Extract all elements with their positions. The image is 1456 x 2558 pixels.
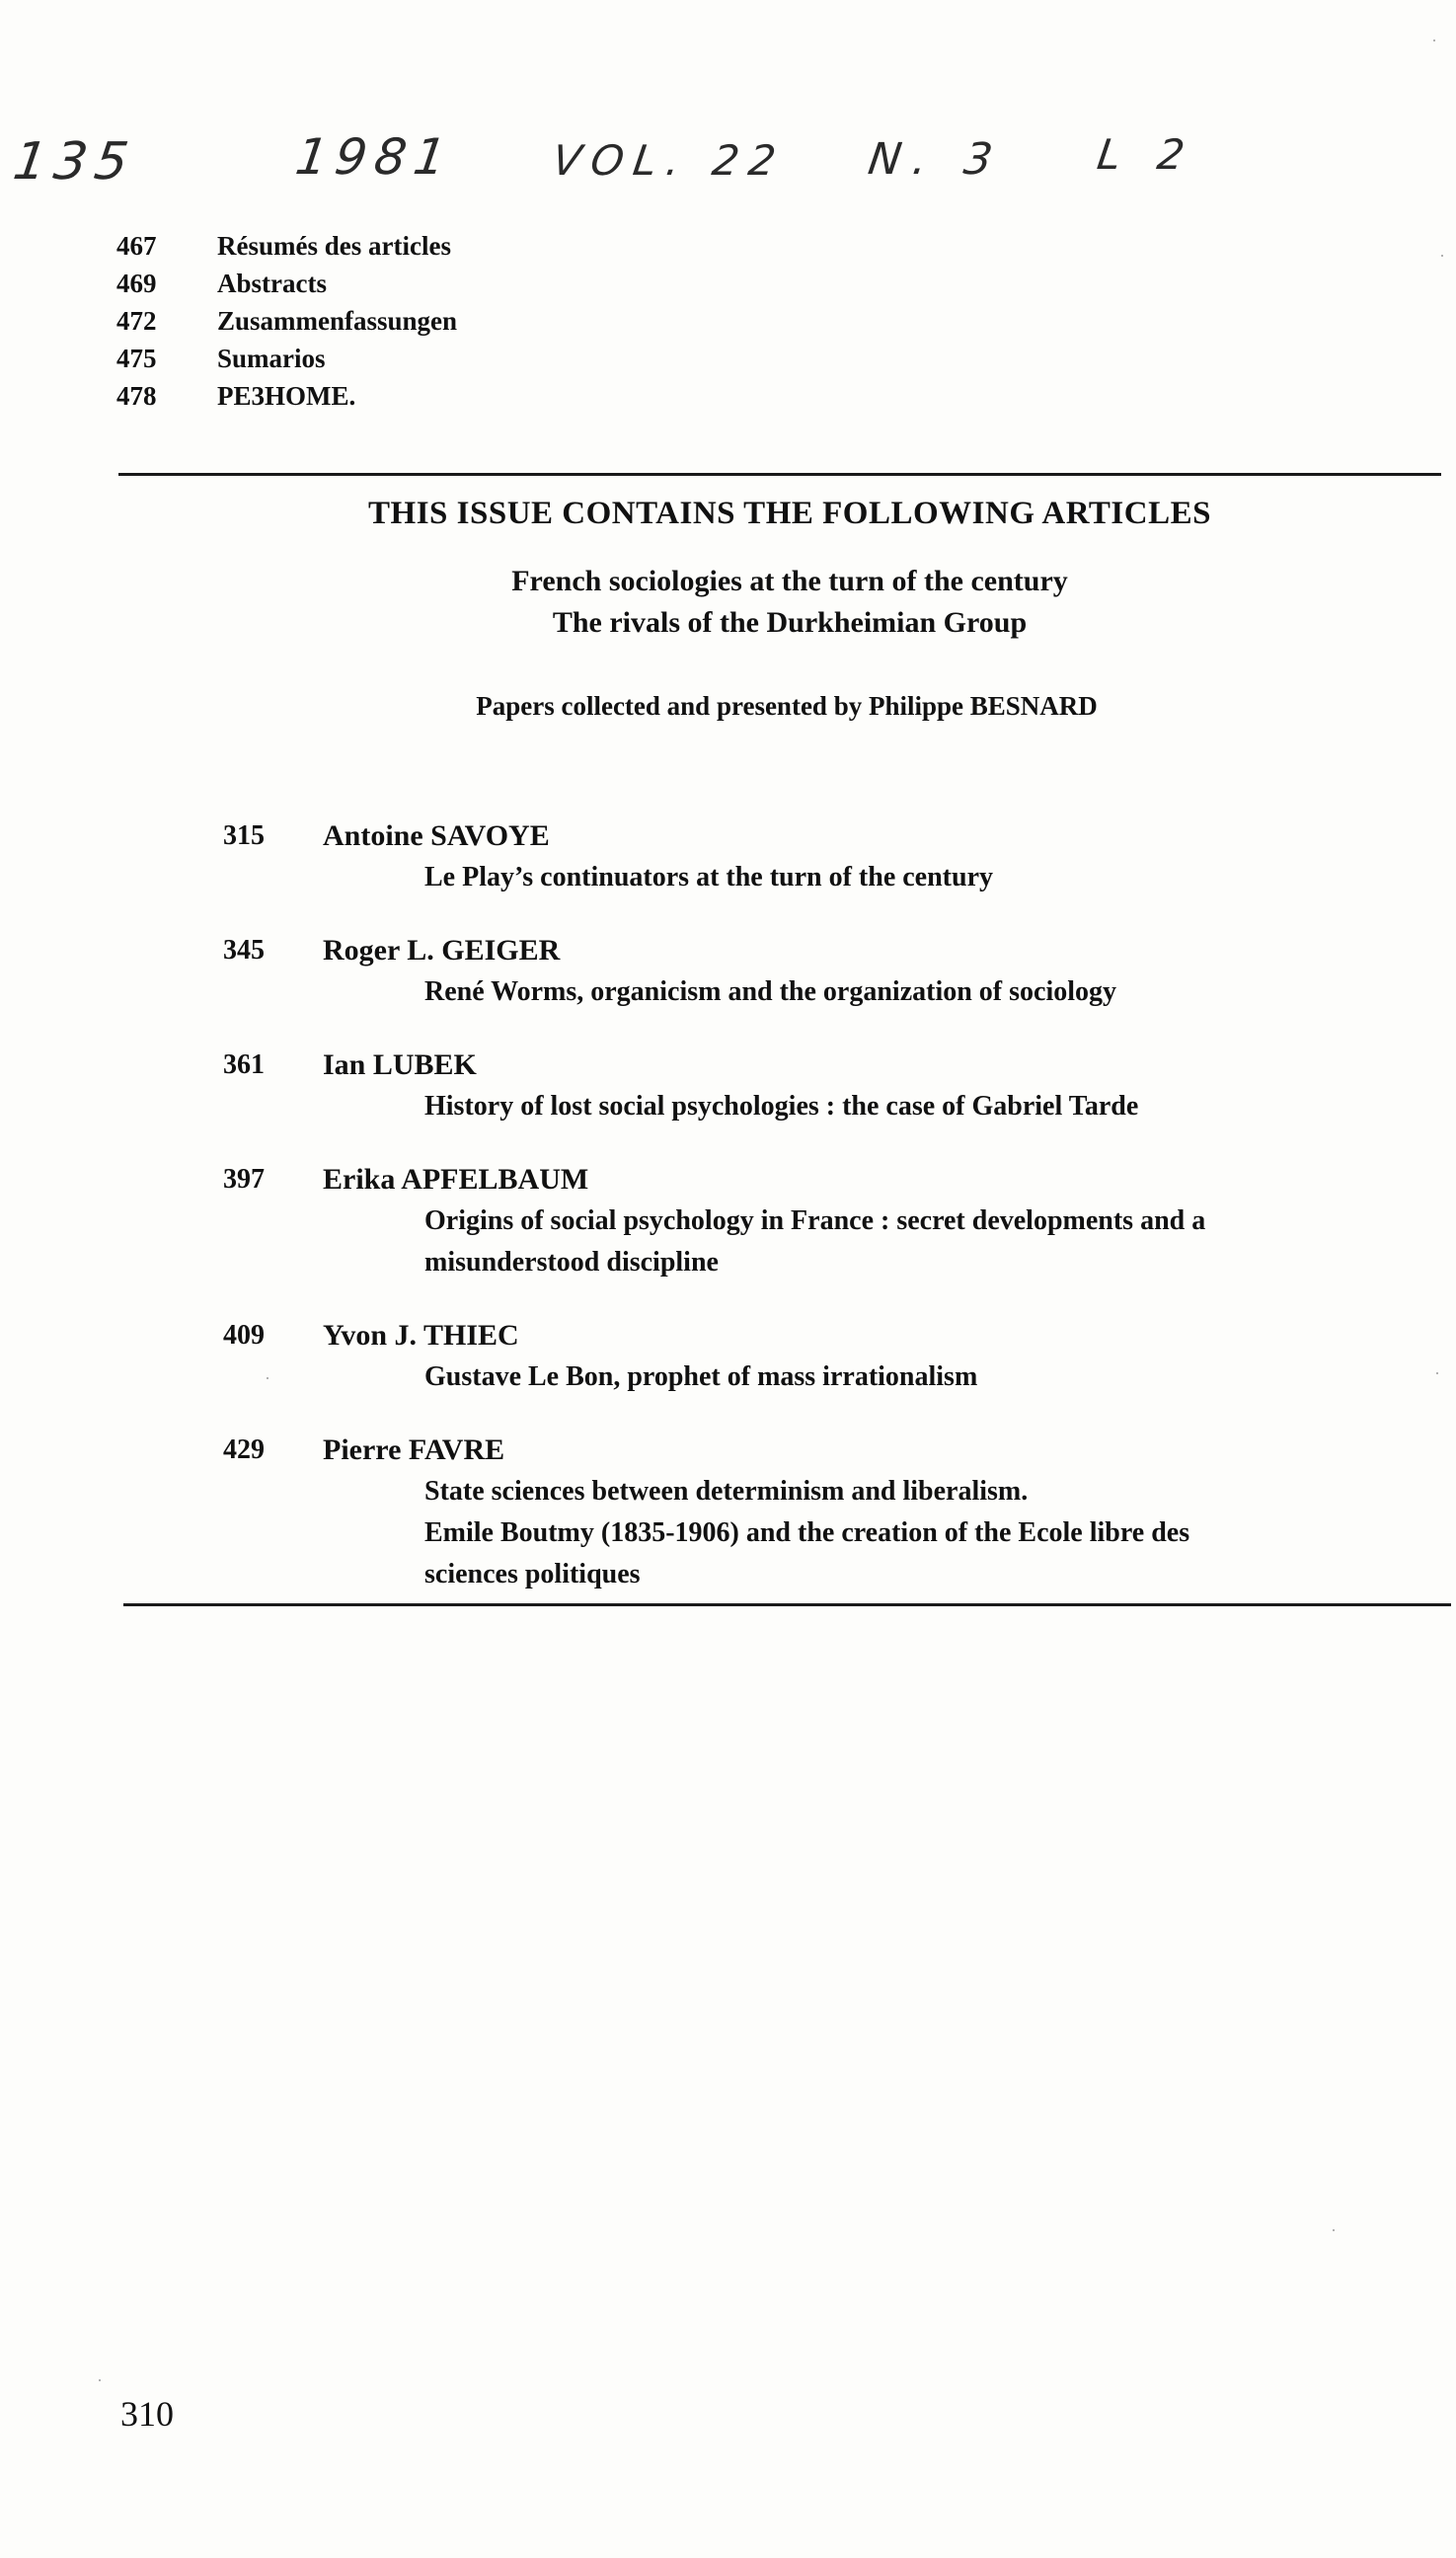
scan-speck — [267, 1377, 268, 1379]
article-page: 315 — [223, 820, 265, 851]
article-title-line: Gustave Le Bon, prophet of mass irrationalism — [424, 1361, 978, 1392]
handwritten-volume: VOL. 22 — [549, 136, 789, 185]
summary-item — [116, 377, 457, 415]
issue-subtitle: French sociologies at the turn of the century — [511, 565, 1068, 597]
handwritten-number: N. 3 — [865, 134, 1008, 185]
scan-speck — [1441, 255, 1443, 257]
article-author: Yvon J. THIEC — [323, 1319, 519, 1352]
article-author: Roger L. GEIGER — [323, 934, 561, 967]
handwritten-ref: 135 — [9, 132, 140, 192]
article-page: 345 — [223, 935, 265, 966]
divider-bottom — [123, 1603, 1451, 1606]
summary-item — [116, 302, 457, 340]
scan-speck — [1333, 2229, 1335, 2231]
article-page: 397 — [223, 1164, 265, 1195]
scan-speck — [99, 2379, 101, 2381]
summary-label: Abstracts — [217, 269, 327, 298]
article-author: Ian LUBEK — [323, 1048, 477, 1081]
article-author: Antoine SAVOYE — [323, 819, 550, 852]
article-entry — [223, 815, 1378, 898]
summary-page: 475 — [116, 344, 157, 373]
article-title-line: Emile Boutmy (1835-1906) and the creation of the Ecole libre des — [424, 1517, 1190, 1548]
summary-label: PE3HOME. — [217, 381, 356, 411]
handwritten-code: L 2 — [1094, 130, 1199, 179]
summaries-list — [116, 227, 457, 415]
issue-papers-line: Papers collected and presented by Philippe BESNARD — [476, 691, 1098, 721]
summary-label: Sumarios — [217, 344, 326, 373]
article-page: 361 — [223, 1049, 265, 1080]
article-title-line: sciences politiques — [424, 1559, 641, 1589]
article-page: 409 — [223, 1320, 265, 1351]
page-number: 310 — [120, 2394, 174, 2434]
scan-speck — [1436, 1372, 1438, 1374]
article-page: 429 — [223, 1434, 265, 1465]
scan-speck — [1433, 39, 1435, 41]
article-entry — [223, 1315, 1378, 1398]
article-author: Erika APFELBAUM — [323, 1163, 589, 1196]
articles-list — [223, 815, 1378, 1627]
article-title-line: Le Play’s continuators at the turn of the century — [424, 862, 994, 892]
article-title-line: René Worms, organicism and the organization of sociology — [424, 976, 1117, 1007]
article-author: Pierre FAVRE — [323, 1434, 505, 1466]
article-entry — [223, 1430, 1378, 1595]
summary-label: Résumés des articles — [217, 231, 451, 261]
article-title-line: misunderstood discipline — [424, 1247, 719, 1278]
article-title-line: History of lost social psychologies : the case of Gabriel Tarde — [424, 1091, 1139, 1122]
summary-page: 467 — [116, 231, 157, 261]
summary-label: Zusammenfassungen — [217, 306, 458, 336]
summary-item — [116, 227, 457, 265]
article-title-line: State sciences between determinism and liberalism. — [424, 1476, 1029, 1507]
issue-heading: THIS ISSUE CONTAINS THE FOLLOWING ARTICLES — [368, 496, 1211, 531]
article-entry — [223, 930, 1378, 1013]
handwritten-annotation — [0, 128, 1456, 207]
handwritten-year: 1981 — [291, 128, 458, 186]
issue-subtitle: The rivals of the Durkheimian Group — [552, 606, 1028, 639]
article-title-line: Origins of social psychology in France : secret developments and a — [424, 1205, 1206, 1236]
summary-page: 478 — [116, 381, 157, 411]
article-entry — [223, 1045, 1378, 1127]
summary-page: 469 — [116, 269, 157, 298]
divider-top — [118, 473, 1441, 476]
article-entry — [223, 1159, 1378, 1283]
summary-item — [116, 340, 457, 377]
summary-item — [116, 265, 457, 302]
summary-page: 472 — [116, 306, 157, 336]
